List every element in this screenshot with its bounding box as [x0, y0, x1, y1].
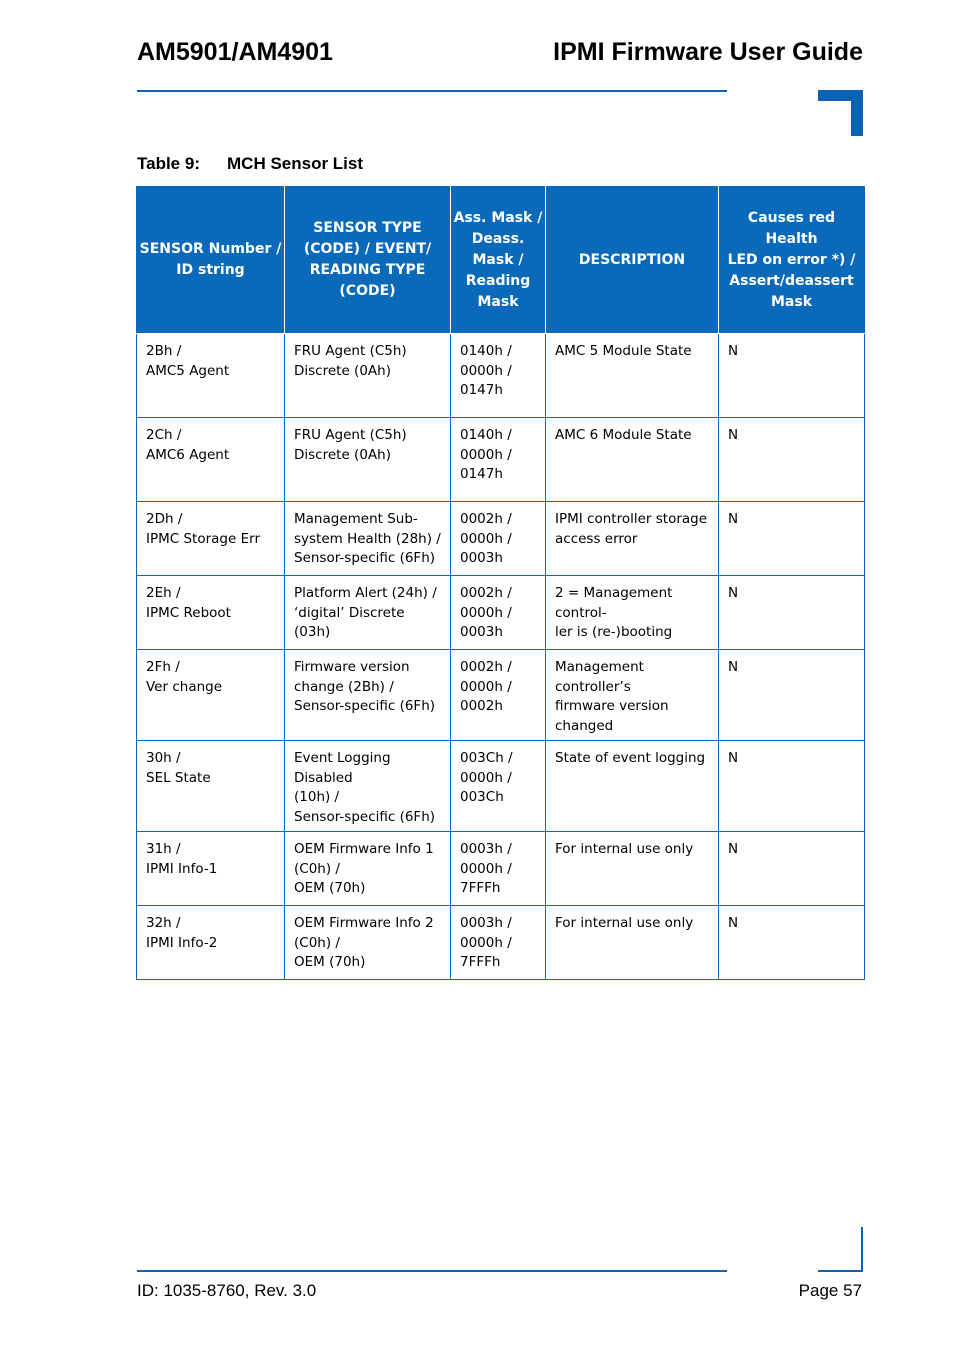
column-header-description: DESCRIPTION [546, 187, 719, 334]
cell-sensor-number: 2Fh / Ver change [137, 650, 285, 741]
cell-sensor-type: Event Logging Disabled (10h) / Sensor-specific (6Fh) [285, 741, 451, 832]
column-header-masks: Ass. Mask / Deass. Mask / Reading Mask [451, 187, 546, 334]
table-row [137, 418, 865, 502]
table-row [137, 832, 865, 906]
cell-health-led: N [719, 650, 865, 741]
cell-health-led: N [719, 502, 865, 576]
column-header-sensor-type: SENSOR TYPE (CODE) / EVENT/ READING TYPE (CODE) [285, 187, 451, 334]
cell-description: Management controller’s firmware version changed [546, 650, 719, 741]
table-caption-title: MCH Sensor List [227, 154, 364, 173]
mch-sensor-table [136, 186, 865, 980]
document-product-title: AM5901/AM4901 [137, 38, 333, 66]
footer-divider [137, 1270, 727, 1272]
table-row [137, 741, 865, 832]
cell-sensor-type: FRU Agent (C5h) Discrete (0Ah) [285, 418, 451, 502]
table-row [137, 502, 865, 576]
cell-sensor-type: OEM Firmware Info 2 (C0h) / OEM (70h) [285, 906, 451, 980]
cell-health-led: N [719, 832, 865, 906]
document-guide-title: IPMI Firmware User Guide [553, 38, 863, 66]
cell-sensor-type: FRU Agent (C5h) Discrete (0Ah) [285, 334, 451, 418]
cell-masks: 0140h / 0000h / 0147h [451, 418, 546, 502]
column-header-health-led: Causes red Health LED on error *) / Assert/deassert Mask [719, 187, 865, 334]
corner-mark-top-vertical [851, 90, 863, 136]
cell-sensor-number: 2Dh / IPMC Storage Err [137, 502, 285, 576]
column-header-sensor-number: SENSOR Number / ID string [137, 187, 285, 334]
cell-sensor-number: 2Ch / AMC6 Agent [137, 418, 285, 502]
cell-health-led: N [719, 334, 865, 418]
cell-sensor-type: OEM Firmware Info 1 (C0h) / OEM (70h) [285, 832, 451, 906]
cell-description: For internal use only [546, 906, 719, 980]
cell-masks: 0002h / 0000h / 0002h [451, 650, 546, 741]
cell-sensor-number: 31h / IPMI Info-1 [137, 832, 285, 906]
table-caption-label: Table 9: [137, 154, 200, 173]
corner-mark-bottom-vertical [861, 1227, 863, 1272]
cell-sensor-type: Platform Alert (24h) / ‘digital’ Discrete (03h) [285, 576, 451, 650]
cell-sensor-number: 30h / SEL State [137, 741, 285, 832]
cell-description: State of event logging [546, 741, 719, 832]
cell-description: 2 = Management control- ler is (re-)booting [546, 576, 719, 650]
cell-description: AMC 5 Module State [546, 334, 719, 418]
cell-health-led: N [719, 906, 865, 980]
table-caption [137, 154, 363, 174]
cell-sensor-number: 2Eh / IPMC Reboot [137, 576, 285, 650]
header-divider [137, 90, 727, 92]
table-row [137, 906, 865, 980]
table-row [137, 650, 865, 741]
cell-masks: 0003h / 0000h / 7FFFh [451, 832, 546, 906]
table-row [137, 576, 865, 650]
table-header-row [137, 187, 865, 334]
cell-sensor-number: 32h / IPMI Info-2 [137, 906, 285, 980]
cell-sensor-number: 2Bh / AMC5 Agent [137, 334, 285, 418]
cell-sensor-type: Management Sub- system Health (28h) / Sensor-specific (6Fh) [285, 502, 451, 576]
cell-health-led: N [719, 418, 865, 502]
cell-masks: 0003h / 0000h / 7FFFh [451, 906, 546, 980]
cell-health-led: N [719, 576, 865, 650]
cell-masks: 0140h / 0000h / 0147h [451, 334, 546, 418]
table-row [137, 334, 865, 418]
cell-description: IPMI controller storage access error [546, 502, 719, 576]
document-id: ID: 1035-8760, Rev. 3.0 [137, 1281, 317, 1300]
cell-sensor-type: Firmware version change (2Bh) / Sensor-specific (6Fh) [285, 650, 451, 741]
cell-masks: 0002h / 0000h / 0003h [451, 576, 546, 650]
cell-description: For internal use only [546, 832, 719, 906]
page-number: Page 57 [798, 1281, 862, 1300]
cell-health-led: N [719, 741, 865, 832]
corner-mark-bottom [818, 1270, 863, 1272]
cell-masks: 003Ch / 0000h / 003Ch [451, 741, 546, 832]
cell-masks: 0002h / 0000h / 0003h [451, 502, 546, 576]
cell-description: AMC 6 Module State [546, 418, 719, 502]
